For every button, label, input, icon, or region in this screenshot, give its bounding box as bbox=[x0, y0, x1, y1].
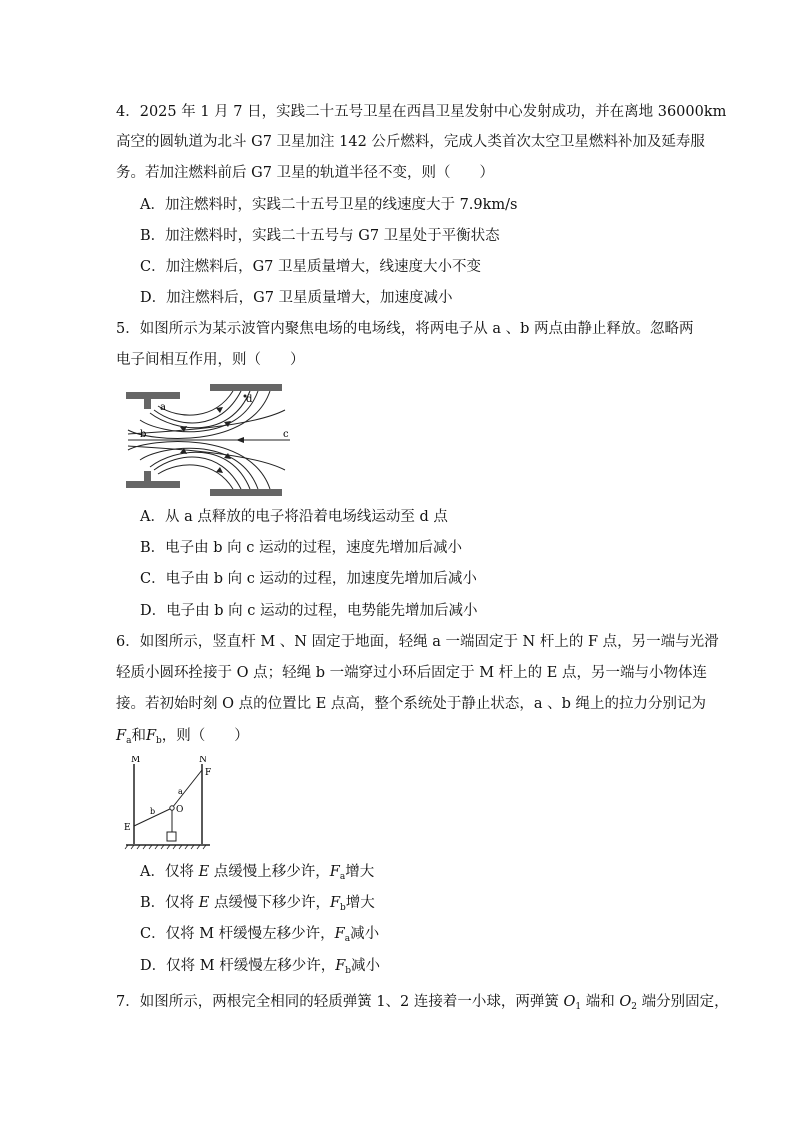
question-tail: ，则（ ） bbox=[161, 728, 249, 744]
arrow-mark bbox=[224, 421, 231, 427]
option-text: C．仅将 M 杆缓慢左移少许， bbox=[140, 926, 335, 942]
option-text: 点缓慢下移少许， bbox=[209, 895, 330, 911]
q4-option-b: B．加注燃料时，实践二十五号与 G7 卫星处于平衡状态 bbox=[140, 228, 500, 244]
subscript-1: 1 bbox=[575, 1002, 582, 1012]
option-text: B．仅将 bbox=[140, 895, 199, 911]
label-E: E bbox=[124, 823, 131, 833]
option-text: D．仅将 M 杆缓慢左移少许， bbox=[140, 958, 336, 974]
arrow-mark bbox=[216, 407, 223, 413]
label-b: b bbox=[150, 807, 156, 816]
q5-option-a: A．从 a 点释放的电子将沿着电场线运动至 d 点 bbox=[140, 509, 448, 525]
subscript-b: b bbox=[156, 736, 162, 746]
q6-line-3: 接。若初始时刻 O 点的位置比 E 点高，整个系统处于静止状态，a 、b 绳上的拉力分别记为 bbox=[116, 696, 707, 712]
arrow-mark bbox=[224, 453, 231, 459]
label-b: b bbox=[140, 429, 147, 440]
symbol-E: E bbox=[198, 864, 210, 880]
q4-line-1: 4．2025 年 1 月 7 日，实践二十五号卫星在西昌卫星发射中心发射成功，并在离地 36000km bbox=[116, 104, 727, 120]
q5-line-2: 电子间相互作用，则（ ） bbox=[116, 352, 305, 368]
label-F: F bbox=[205, 768, 212, 778]
rope-a bbox=[172, 770, 202, 808]
option-text: A．仅将 bbox=[140, 864, 199, 880]
q7-line-1 bbox=[116, 992, 729, 1017]
label-a: a bbox=[178, 787, 183, 796]
symbol-F: F bbox=[334, 926, 345, 942]
q7-text: 端分别固定， bbox=[636, 994, 729, 1010]
option-text: 减小 bbox=[350, 926, 380, 942]
left-bottom-electrode bbox=[126, 481, 180, 488]
q5-field-figure bbox=[120, 380, 296, 500]
q7-text: 7．如图所示，两根完全相同的轻质弹簧 1、2 连接着一小球，两弹簧 bbox=[116, 994, 564, 1010]
q5-option-c: C．电子由 b 向 c 运动的过程，加速度先增加后减小 bbox=[140, 571, 477, 587]
q4-line-2: 高空的圆轨道为北斗 G7 卫星加注 142 公斤燃料，完成人类首次太空卫星燃料补加及延寿服 bbox=[116, 134, 705, 150]
q4-option-d: D．加注燃料后，G7 卫星质量增大，加速度减小 bbox=[140, 290, 453, 306]
symbol-O: O bbox=[563, 994, 576, 1010]
subscript-2: 2 bbox=[631, 1002, 637, 1012]
q4-option-c: C．加注燃料后，G7 卫星质量增大，线速度大小不变 bbox=[140, 259, 482, 275]
arrow-mark bbox=[236, 437, 244, 443]
label-M: M bbox=[131, 756, 141, 765]
q7-text: 端和 bbox=[581, 994, 620, 1010]
q6-rod-figure bbox=[122, 756, 218, 852]
symbol-F: F bbox=[116, 728, 127, 744]
q5-line-1: 5．如图所示为某示波管内聚焦电场的电场线，将两电子从 a 、b 两点由静止释放。忽略两 bbox=[116, 321, 694, 337]
q4-option-a: A．加注燃料时，实践二十五号卫星的线速度大于 7.9km/s bbox=[140, 197, 518, 213]
option-text: 点缓慢上移少许， bbox=[209, 864, 330, 880]
symbol-E: E bbox=[198, 895, 210, 911]
symbol-F: F bbox=[329, 864, 340, 880]
symbol-F: F bbox=[329, 895, 341, 911]
left-top-tab bbox=[144, 399, 151, 409]
left-top-electrode bbox=[126, 392, 180, 399]
arrow-mark bbox=[216, 467, 223, 473]
ring-O bbox=[170, 806, 174, 810]
label-O: O bbox=[176, 805, 184, 815]
subscript-a: a bbox=[126, 736, 132, 746]
q6-option-d bbox=[140, 956, 380, 981]
subscript: b bbox=[340, 903, 346, 913]
option-text: 增大 bbox=[345, 895, 375, 911]
q4-line-3: 务。若加注燃料前后 G7 卫星的轨道半径不变，则（ ） bbox=[116, 165, 495, 181]
and-text: 和 bbox=[131, 728, 146, 744]
q6-option-c bbox=[140, 924, 379, 949]
option-text: 减小 bbox=[351, 958, 381, 974]
q6-line-1: 6．如图所示，竖直杆 M 、N 固定于地面，轻绳 a 一端固定于 N 杆上的 F 点，另一端与光滑 bbox=[116, 634, 719, 650]
label-d: d bbox=[246, 394, 253, 405]
q5-option-b: B．电子由 b 向 c 运动的过程，速度先增加后减小 bbox=[140, 540, 462, 556]
left-bottom-tab bbox=[144, 471, 151, 481]
subscript: a bbox=[344, 934, 351, 944]
right-bottom-electrode bbox=[210, 489, 282, 496]
right-top-electrode bbox=[210, 384, 282, 391]
label-a: a bbox=[160, 402, 166, 413]
label-N: N bbox=[199, 756, 207, 765]
subscript: b bbox=[345, 966, 352, 976]
symbol-O: O bbox=[619, 994, 632, 1010]
q6-line-4 bbox=[116, 726, 249, 751]
option-text: 增大 bbox=[345, 864, 375, 880]
q6-option-a bbox=[140, 862, 374, 887]
q6-line-2: 轻质小圆环拴接于 O 点；轻绳 b 一端穿过小环后固定于 M 杆上的 E 点，另一端与小物体连 bbox=[116, 665, 707, 681]
small-block bbox=[167, 832, 176, 841]
subscript: a bbox=[339, 872, 346, 882]
symbol-F: F bbox=[335, 958, 346, 974]
q5-option-d: D．电子由 b 向 c 运动的过程，电势能先增加后减小 bbox=[140, 603, 478, 619]
q6-option-b bbox=[140, 893, 375, 918]
symbol-F: F bbox=[145, 728, 156, 744]
label-c: c bbox=[283, 429, 289, 440]
